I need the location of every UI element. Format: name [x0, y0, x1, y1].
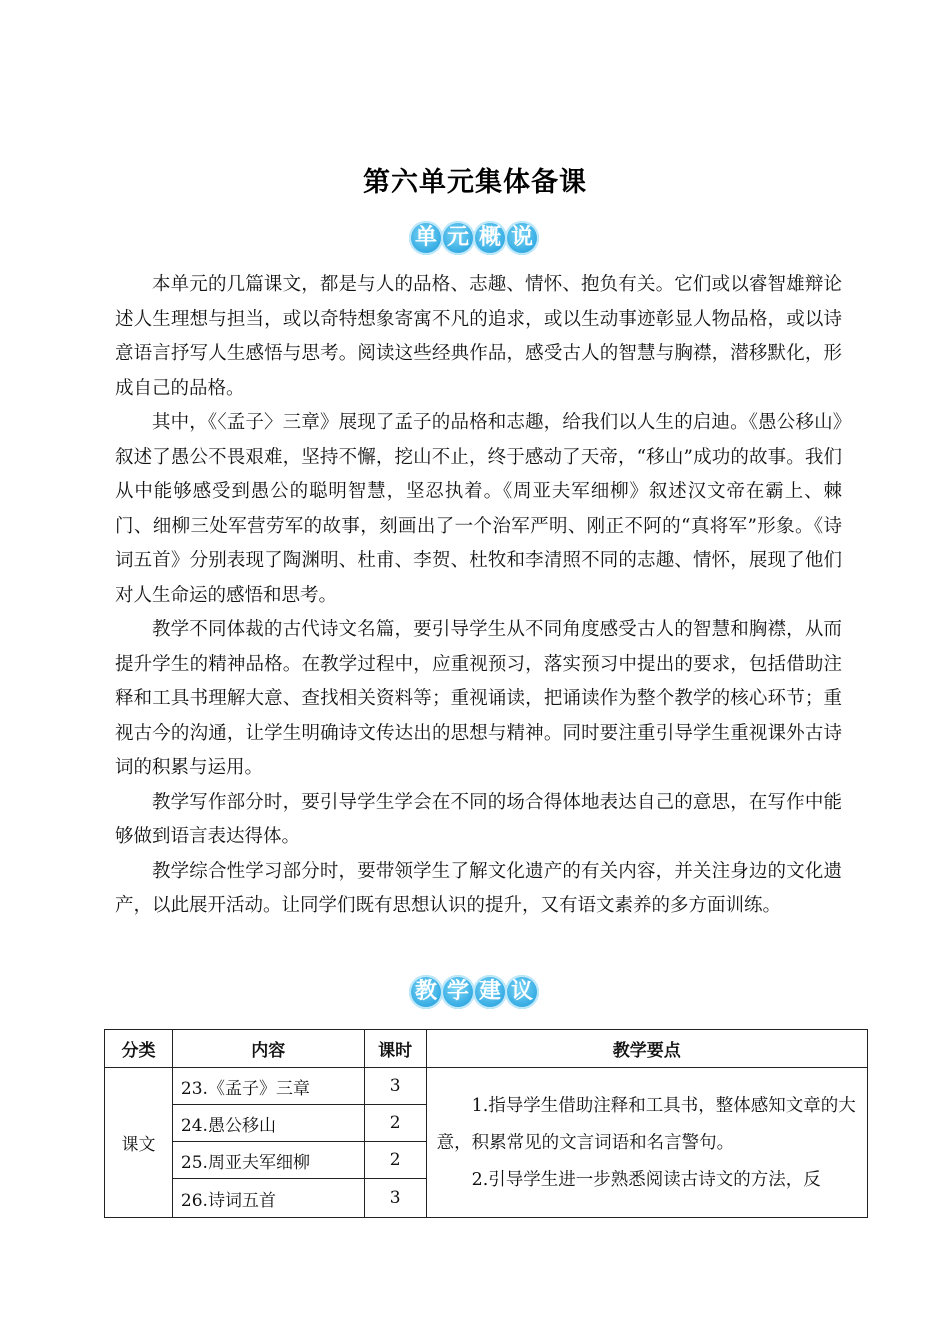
hours-cell: 2: [364, 1142, 426, 1179]
content-cell: 23.《孟子》三章: [172, 1068, 364, 1105]
badge-char: 教: [409, 975, 443, 1009]
table-header-row: [105, 1030, 868, 1068]
paragraph: 其中，《〈孟子〉三章》展现了孟子的品格和志趣，给我们以人生的启迪。《愚公移山》叙述了愚公不畏艰难，坚持不懈，挖山不止，终于感动了天帝，“移山”成功的故事。我们从中能够感受到愚公的聪明智慧，坚忍执着。《周亚夫军细柳》叙述汉文帝在霸上、棘门、细柳三处军营劳军的故事，刻画出了一个治军严明、刚正不阿的“真将军”形象。《诗词五首》分别表现了陶渊明、杜甫、李贺、杜牧和李清照不同的志趣、情怀，展现了他们对人生命运的感悟和思考。: [115, 412, 842, 606]
paragraph: 教学不同体裁的古代诗文名篇，要引导学生从不同角度感受古人的智慧和胸襟，从而提升学生的精神品格。在教学过程中，应重视预习，落实预习中提出的要求，包括借助注释和工具书理解大意、查找相关资料等；重视诵读，把诵读作为整个教学的核心环节；重视古今的沟通，让学生明确诗文传达出的思想与精神。同时要注重引导学生重视课外古诗词的积累与运用。: [115, 619, 842, 778]
key-point: 2.引导学生进一步熟悉阅读古诗文的方法，反: [471, 1170, 821, 1190]
badge-char: 概: [473, 221, 507, 255]
teaching-plan-table: [104, 1029, 868, 1218]
badge-char: 议: [505, 975, 539, 1009]
badge-char: 说: [505, 221, 539, 255]
paragraph: 本单元的几篇课文，都是与人的品格、志趣、情怀、抱负有关。它们或以睿智雄辩论述人生理想与担当，或以奇特想象寄寓不凡的追求，或以生动事迹彰显人物品格，或以诗意语言抒写人生感悟与思考。阅读这些经典作品，感受古人的智慧与胸襟，潜移默化，形成自己的品格。: [115, 274, 842, 399]
key-point: 1.指导学生借助注释和工具书，整体感知文章的大意，积累常见的文言词语和名言警句。: [436, 1096, 856, 1153]
table-row: [105, 1068, 868, 1105]
hours-cell: 2: [364, 1105, 426, 1142]
content-cell: 24.愚公移山: [172, 1105, 364, 1142]
section-badge-teaching-suggestions: [0, 975, 950, 1009]
badge-char: 元: [441, 221, 475, 255]
hours-cell: 3: [364, 1179, 426, 1218]
badge-char: 学: [441, 975, 475, 1009]
page-title: 第六单元集体备课: [363, 167, 587, 198]
header-hours: 课时: [364, 1030, 426, 1068]
overview-text: [115, 268, 842, 924]
header-key-points: 教学要点: [426, 1030, 867, 1068]
content-cell: 26.诗词五首: [172, 1179, 364, 1218]
badge-char: 建: [473, 975, 507, 1009]
section-badge-unit-overview: [0, 221, 950, 255]
hours-cell: 3: [364, 1068, 426, 1105]
badge-char: 单: [409, 221, 443, 255]
header-content: 内容: [172, 1030, 364, 1068]
key-points-cell: [426, 1068, 867, 1218]
content-cell: 25.周亚夫军细柳: [172, 1142, 364, 1179]
paragraph: 教学综合性学习部分时，要带领学生了解文化遗产的有关内容，并关注身边的文化遗产，以此展开活动。让同学们既有思想认识的提升，又有语文素养的多方面训练。: [115, 860, 842, 916]
paragraph: 教学写作部分时，要引导学生学会在不同的场合得体地表达自己的意思，在写作中能够做到语言表达得体。: [115, 791, 842, 847]
category-cell: 课文: [105, 1068, 173, 1218]
header-category: 分类: [105, 1030, 173, 1068]
